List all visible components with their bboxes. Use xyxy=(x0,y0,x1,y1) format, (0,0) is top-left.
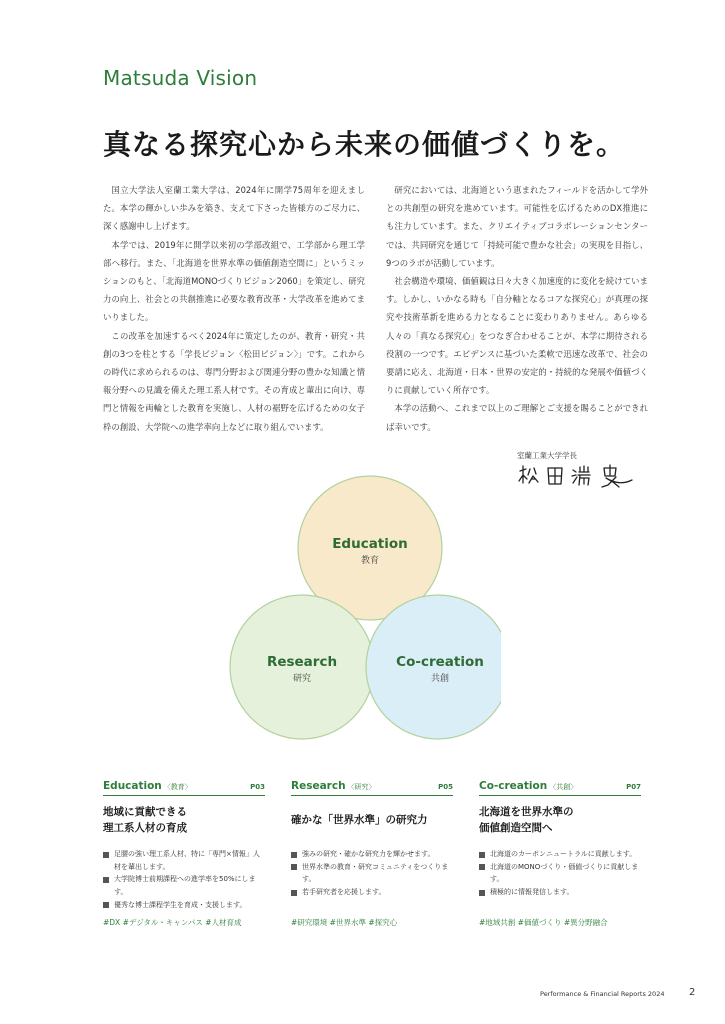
card-page-ref: P05 xyxy=(438,783,453,791)
card-bullets xyxy=(291,848,453,899)
message-paragraph: 本学の活動へ、これまで以上のご理解とご支援を賜ることができれば幸いです。 xyxy=(386,403,648,432)
card-header xyxy=(479,780,641,796)
card-header xyxy=(291,780,453,796)
list-item: 北海道のカーボンニュートラルに貢献します。 xyxy=(479,848,641,861)
signature-title: 室蘭工業大学学長 xyxy=(517,451,577,460)
cocreation-sublabel: 共創 xyxy=(430,674,450,684)
message-paragraph: この改革を加速するべく2024年に策定したのが、教育・研究・共創の3つを柱とする「学長ビジョン〈松田ビジョン〉」です。これからの時代に求められるのは、専門分野および関連分野の豊かな知識と情報分野への見識を備えた理工系人材です。その育成と輩出に向け、専門と情報を両輪とした教育を実施し、人材の裾野を広げるための女子枠の創設、大学院への進学率向上などに取り組んでいます。 xyxy=(103,330,365,432)
list-item: 強みの研究・確かな研究力を輝かせます。 xyxy=(291,848,453,861)
education-label: Education xyxy=(332,536,408,552)
card-page-ref: P07 xyxy=(626,783,641,791)
list-item: 世界水準の教育・研究コミュニティをつくります。 xyxy=(291,861,453,886)
research-sublabel: 研究 xyxy=(292,674,312,684)
research-label: Research xyxy=(266,654,338,670)
card-bullets xyxy=(103,848,265,912)
page-title: 真なる探究心から未来の価値づくりを。 xyxy=(103,128,626,161)
list-item: 若手研究者を応援します。 xyxy=(291,886,453,899)
card-name-jp: 〈研究〉 xyxy=(347,783,376,791)
message-paragraph: 研究においては、北海道という恵まれたフィールドを活かして学外との共創型の研究を進めています。可能性を広げるためのDX推進にも注力しています。また、クリエイティブコラボレーションセンターでは、共同研究を通じて「持続可能で豊かな社会」の実現を目指し、9つのラボが活動しています。 xyxy=(386,185,648,268)
card-tags: #研究環境 #世界水準 #探究心 xyxy=(291,918,398,927)
card-title: 確かな「世界水準」の研究力 xyxy=(291,814,428,826)
page-number: 2 xyxy=(689,987,696,998)
education-sublabel: 教育 xyxy=(360,556,380,566)
list-item: 優秀な博士課程学生を育成・支援します。 xyxy=(103,899,265,912)
message-right-column xyxy=(386,181,648,436)
card-tags: #地域共創 #価値づくり #異分野融合 xyxy=(479,918,608,927)
card-name-jp: 〈教育〉 xyxy=(163,783,192,791)
message-left-column xyxy=(103,181,365,436)
card-title: 地域に貢献できる 理工系人材の育成 xyxy=(103,806,187,834)
message-paragraph: 本学では、2019年に開学以来初の学部改組で、工学部から理工学部へ移行。また、「北海道を世界水準の価値創造空間に」というミッションのもと、「北海道MONOづくりビジョン2060」を策定し、研究力の向上、社会との共創推進に必要な教育改革・大学改革を進めてまいりました。 xyxy=(103,239,365,323)
list-item: 足腰の強い理工系人材、特に「専門×情報」人材を輩出します。 xyxy=(103,848,265,873)
report-footer: Performance & Financial Reports 2024 xyxy=(540,990,665,998)
vision-venn-diagram xyxy=(225,470,501,772)
card-title: 北海道を世界水準の 価値創造空間へ xyxy=(479,806,574,834)
list-item: 積極的に情報発信します。 xyxy=(479,886,641,899)
card-bullets xyxy=(479,848,641,899)
card-page-ref: P03 xyxy=(250,783,265,791)
message-paragraph: 国立大学法人室蘭工業大学は、2024年に開学75周年を迎えました。本学の輝かしい歩みを築き、支えて下さった皆様方のご尽力に、深く感謝申し上げます。 xyxy=(103,185,365,232)
list-item: 大学院博士前期課程への進学率を50%にします。 xyxy=(103,873,265,898)
card-name: Research 〈研究〉 xyxy=(291,780,376,792)
card-header xyxy=(103,780,265,796)
card-education xyxy=(103,780,265,927)
card-cocreation xyxy=(479,780,641,927)
card-name-jp: 〈共創〉 xyxy=(549,783,578,791)
card-tags: #DX #デジタル・キャンパス #人材育成 xyxy=(103,918,242,927)
card-name: Co-creation 〈共創〉 xyxy=(479,780,578,792)
cocreation-label: Co-creation xyxy=(396,654,484,670)
section-label: Matsuda Vision xyxy=(103,66,258,90)
card-name: Education 〈教育〉 xyxy=(103,780,192,792)
card-research xyxy=(291,780,453,927)
message-paragraph: 社会構造や環境、価値観は日々大きく加速度的に変化を続けています。しかし、いかなる時も「自分軸となるコアな探究心」が真理の探究や技術革新を進める力となることに変わりありません。あらゆる人々の「真なる探究心」をつなぎ合わせることが、本学に期待される役割の一つです。エビデンスに基づいた柔軟で迅速な改革で、社会の要請に応え、北海道・日本・世界の安定的・持続的な発展や価値づくりに貢献していく所存です。 xyxy=(386,276,648,396)
list-item: 北海道のMONOづくり・価値づくりに貢献します。 xyxy=(479,861,641,886)
president-signature xyxy=(516,463,636,489)
